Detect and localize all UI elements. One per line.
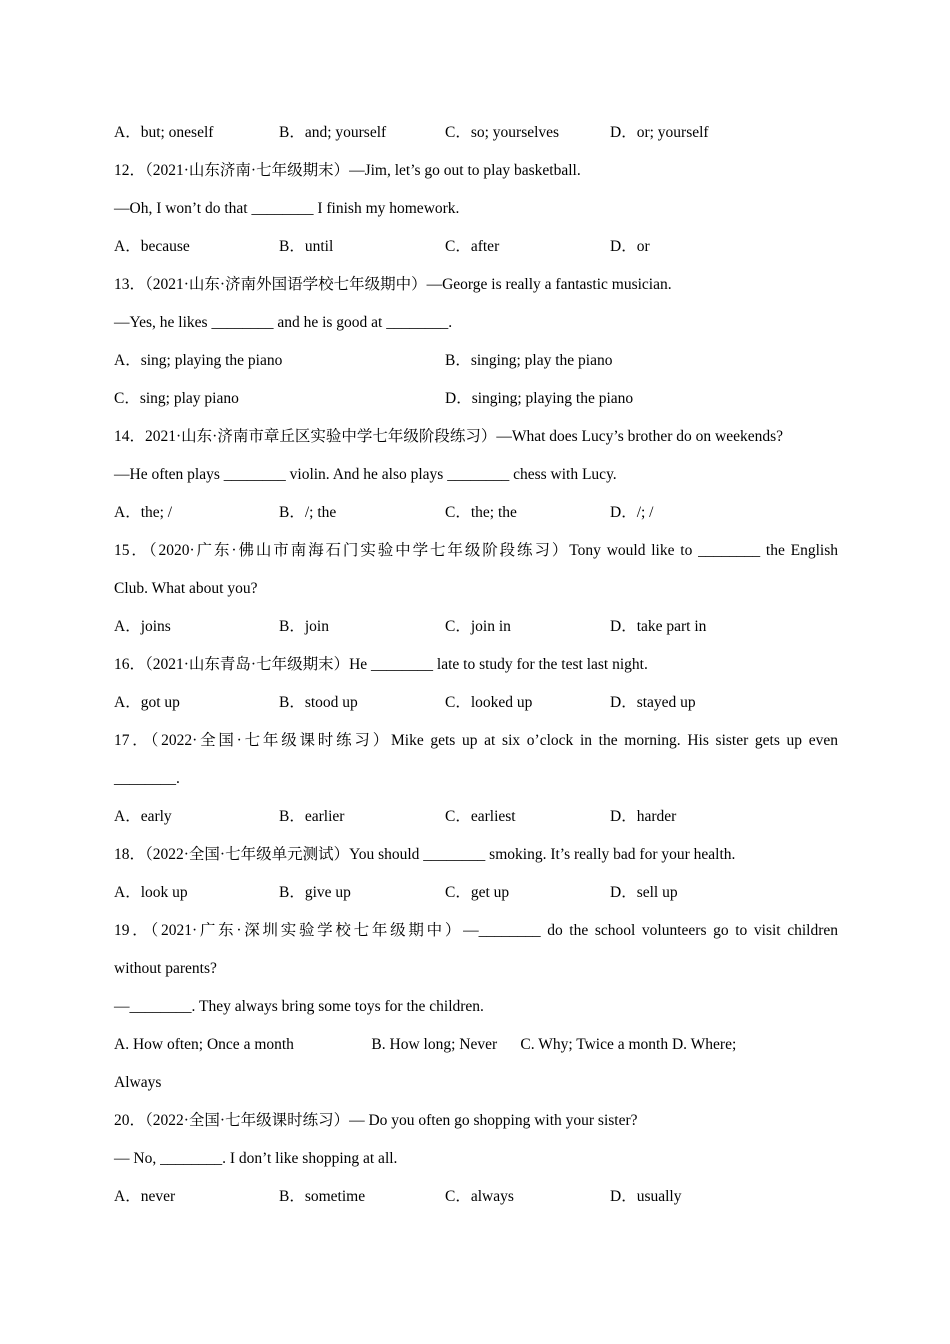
q11-option-c[interactable]: C．so; yourselves <box>445 124 560 141</box>
q14-option-d[interactable]: D．/; / <box>610 504 654 521</box>
q11-option-d[interactable]: D．or; yourself <box>610 124 709 141</box>
q20-option-b[interactable]: B．sometime <box>279 1188 366 1205</box>
q11-option-b[interactable]: B．and; yourself <box>279 124 387 141</box>
q17-option-d[interactable]: D．harder <box>610 808 677 825</box>
q12-option-c[interactable]: C．after <box>445 238 500 255</box>
q16-option-c[interactable]: C．looked up <box>445 694 533 711</box>
q12-option-a[interactable]: A．because <box>114 238 190 255</box>
q13-option-a[interactable]: A．sing; playing the piano <box>114 352 283 369</box>
q19-line2: without parents? <box>114 960 217 977</box>
q11-option-a[interactable]: A．but; oneself <box>114 124 214 141</box>
q19-options[interactable]: A. How often; Once a month B. How long; Never C. Why; Twice a month D. Where; <box>114 1036 737 1053</box>
q19-line3: —________. They always bring some toys for the children. <box>114 998 484 1015</box>
q12-option-b[interactable]: B．until <box>279 238 334 255</box>
q20-line2: — No, ________. I don’t like shopping at all. <box>114 1150 398 1167</box>
q12-line2: —Oh, I won’t do that ________ I finish my homework. <box>114 200 460 217</box>
q14-option-c[interactable]: C．the; the <box>445 504 517 521</box>
q18-stem: 18．（2022·全国·七年级单元测试）You should ________ smoking. It’s really bad for your health. <box>114 846 736 863</box>
q14-option-a[interactable]: A．the; / <box>114 504 173 521</box>
q14-stem: 14．2021·山东·济南市章丘区实验中学七年级阶段练习）—What does Lucy’s brother do on weekends? <box>114 428 783 445</box>
q13-option-d[interactable]: D．singing; playing the piano <box>445 390 634 407</box>
q16-option-d[interactable]: D．stayed up <box>610 694 696 711</box>
q16-option-a[interactable]: A．got up <box>114 694 180 711</box>
q14-option-b[interactable]: B．/; the <box>279 504 337 521</box>
q20-option-c[interactable]: C．always <box>445 1188 514 1205</box>
q15-line2: Club. What about you? <box>114 580 258 597</box>
q17-stem: 17．（2022·全国·七年级课时练习）Mike gets up at six o’clock in the morning. His sister gets up even <box>114 732 838 749</box>
q18-option-c[interactable]: C．get up <box>445 884 510 901</box>
q17-option-c[interactable]: C．earliest <box>445 808 516 825</box>
q17-line2: ________. <box>114 770 180 787</box>
q13-line2: —Yes, he likes ________ and he is good at ________. <box>114 314 453 331</box>
q20-stem: 20．（2022·全国·七年级课时练习）— Do you often go shopping with your sister? <box>114 1112 638 1129</box>
q17-option-a[interactable]: A．early <box>114 808 172 825</box>
q12-option-d[interactable]: D．or <box>610 238 650 255</box>
q15-option-a[interactable]: A．joins <box>114 618 171 635</box>
q13-option-b[interactable]: B．singing; play the piano <box>445 352 613 369</box>
q16-stem: 16．（2021·山东青岛·七年级期末）He ________ late to study for the test last night. <box>114 656 648 673</box>
q20-option-d[interactable]: D．usually <box>610 1188 682 1205</box>
q17-option-b[interactable]: B．earlier <box>279 808 345 825</box>
q18-option-d[interactable]: D．sell up <box>610 884 678 901</box>
q12-stem: 12．（2021·山东济南·七年级期末）—Jim, let’s go out to play basketball. <box>114 162 581 179</box>
q19-stem: 19．（2021·广东·深圳实验学校七年级期中）—________ do the school volunteers go to visit children <box>114 922 838 939</box>
q13-option-c[interactable]: C．sing; play piano <box>114 390 239 407</box>
q15-option-c[interactable]: C．join in <box>445 618 511 635</box>
q13-stem: 13．（2021·山东·济南外国语学校七年级期中）—George is really a fantastic musician. <box>114 276 672 293</box>
q16-option-b[interactable]: B．stood up <box>279 694 358 711</box>
q19-options-wrap: Always <box>114 1074 162 1091</box>
q18-option-a[interactable]: A．look up <box>114 884 188 901</box>
q14-line2: —He often plays ________ violin. And he also plays ________ chess with Lucy. <box>114 466 617 483</box>
q15-stem: 15．（2020·广东·佛山市南海石门实验中学七年级阶段练习）Tony would like to ________ the English <box>114 542 838 559</box>
q15-option-b[interactable]: B．join <box>279 618 329 635</box>
q18-option-b[interactable]: B．give up <box>279 884 351 901</box>
q15-option-d[interactable]: D．take part in <box>610 618 707 635</box>
q20-option-a[interactable]: A．never <box>114 1188 176 1205</box>
